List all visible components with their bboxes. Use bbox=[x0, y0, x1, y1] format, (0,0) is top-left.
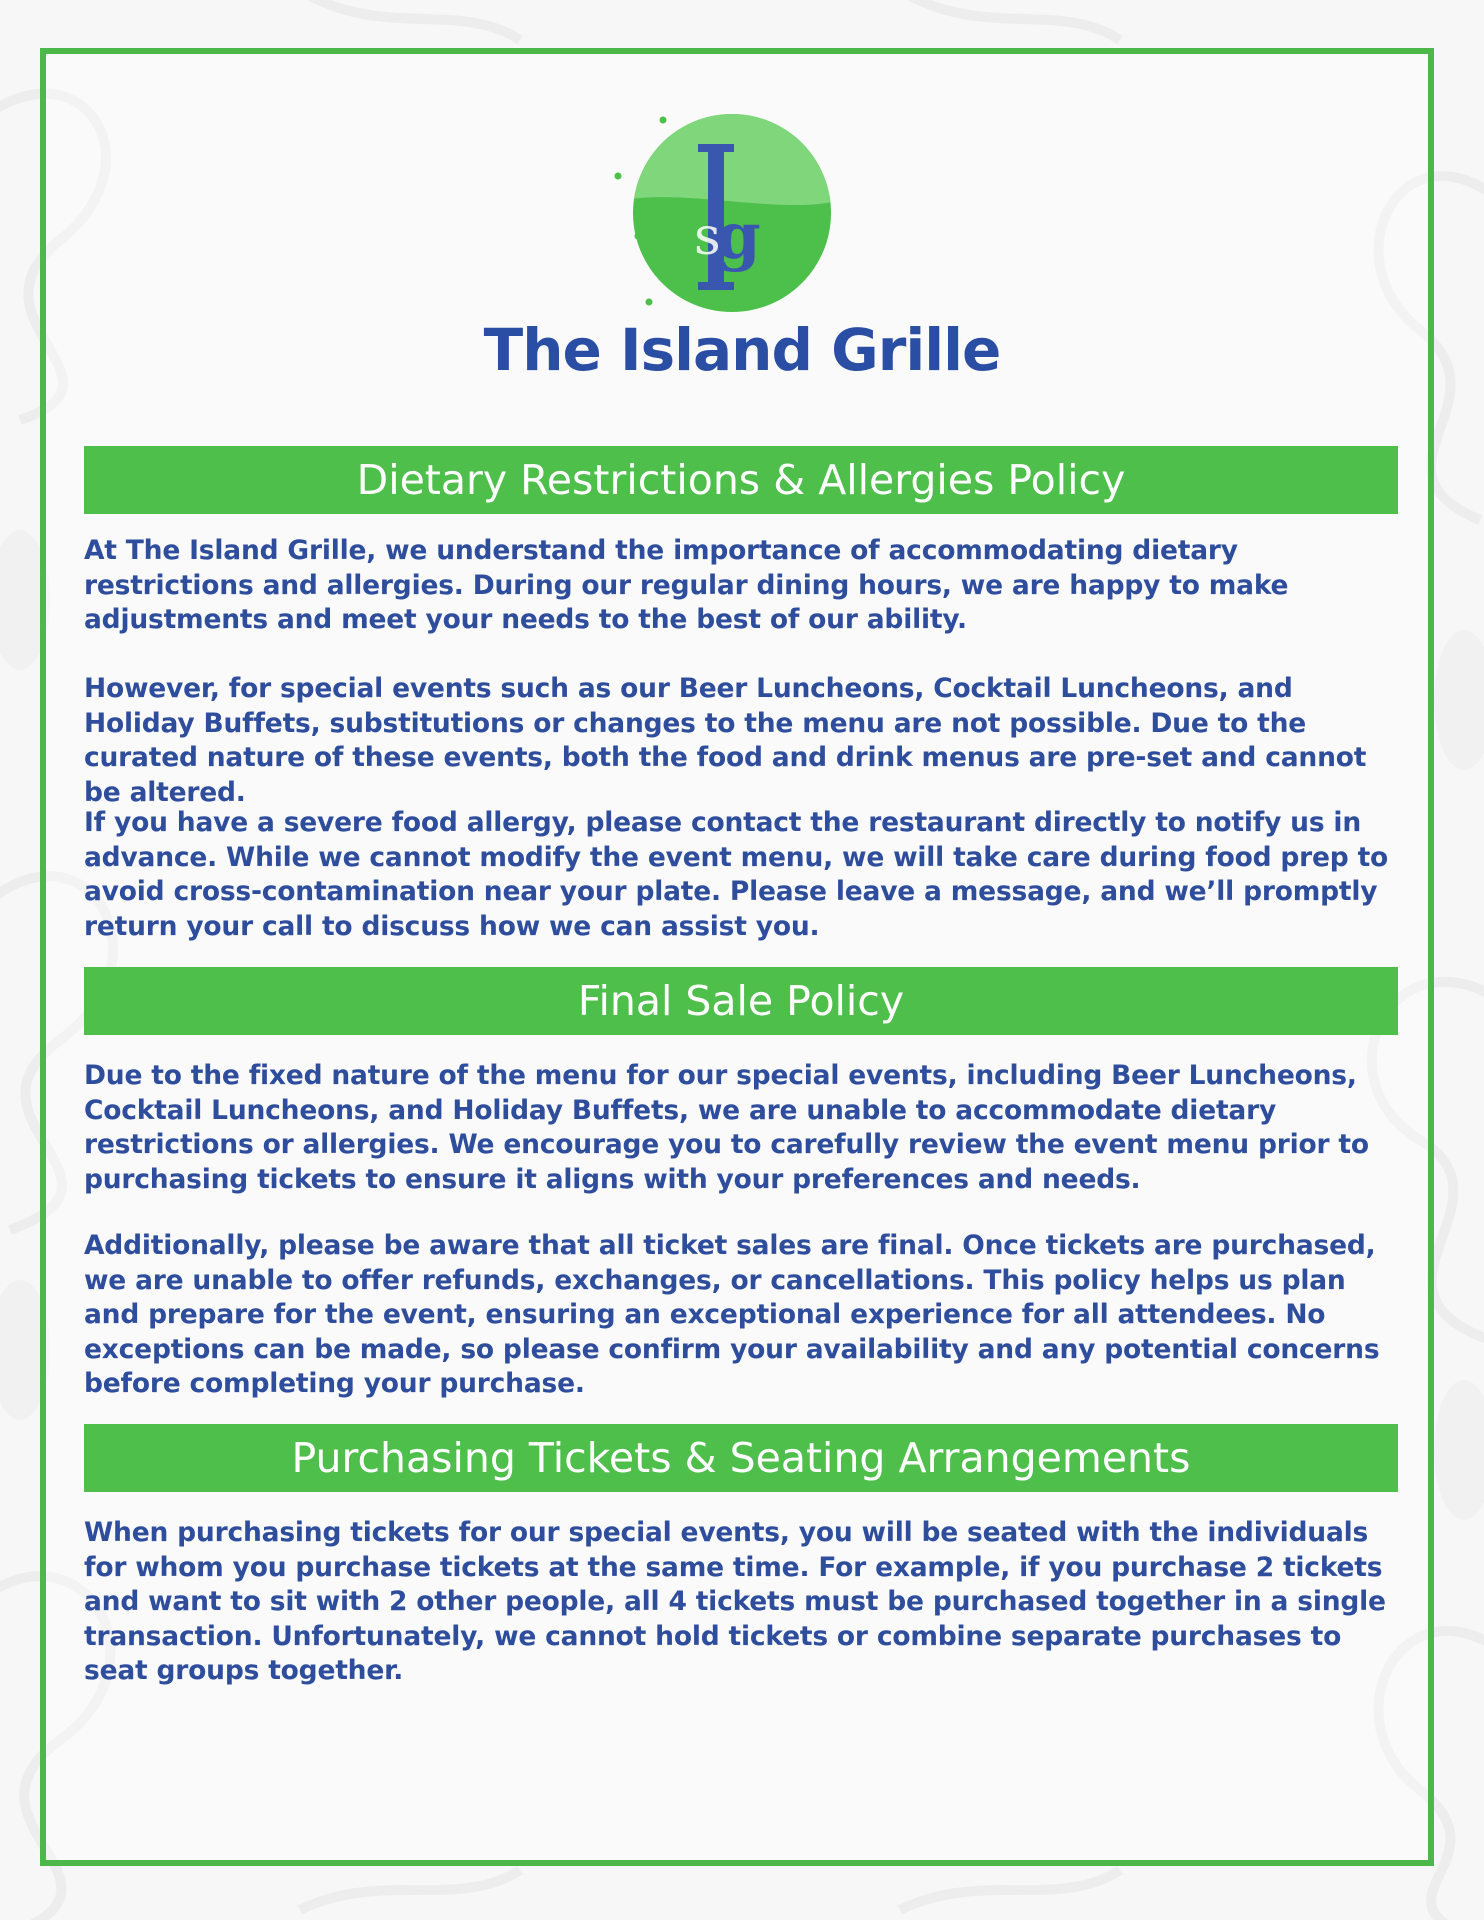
section-heading-tickets-seating: Purchasing Tickets & Seating Arrangements bbox=[84, 1424, 1398, 1492]
island-grille-logo bbox=[596, 108, 836, 318]
section-heading-final-sale: Final Sale Policy bbox=[84, 967, 1398, 1035]
paragraph-dietary-1: At The Island Grille, we understand the importance of accommodating dietary restrictions and allergies. During our regular dining hours, we are happy to make adjustments and meet your needs to the best of our ability. bbox=[84, 535, 1289, 635]
restaurant-name-title: The Island Grille bbox=[483, 316, 1001, 384]
paragraph-tickets-seating-1: When purchasing tickets for our special events, you will be seated with the individuals for whom you purchase tickets at the same time. For example, if you purchase 2 tickets and want to sit with 2 other people, all 4 tickets must be purchased together in a single transaction. Unfortunately, we cannot hold tickets or combine separate purchases to seat groups together. bbox=[84, 1517, 1386, 1686]
svg-text:g: g bbox=[716, 199, 761, 274]
svg-text:s: s bbox=[694, 207, 721, 267]
section-heading-dietary: Dietary Restrictions & Allergies Policy bbox=[84, 446, 1398, 514]
paragraph-final-sale-1: Due to the fixed nature of the menu for our special events, including Beer Luncheons, Cocktail Luncheons, and Holiday Buffets, we are unable to accommodate dietary restrictions or allergies. We encourage you to carefully review the event menu prior to purchasing tickets to ensure it aligns with your preferences and needs. bbox=[84, 1060, 1369, 1195]
paragraph-dietary-2: However, for special events such as our Beer Luncheons, Cocktail Luncheons, and Holiday Buffets, substitutions or changes to the menu are not possible. Due to the curated nature of these events, both the food and drink menus are pre-set and cannot be altered. bbox=[84, 673, 1367, 808]
paragraph-dietary-3: If you have a severe food allergy, please contact the restaurant directly to notify us in advance. While we cannot modify the event menu, we will take care during food prep to avoid cross-contamination near your plate. Please leave a message, and we’ll promptly return your call to discuss how we can assist you. bbox=[84, 807, 1389, 942]
paragraph-final-sale-2: Additionally, please be aware that all ticket sales are final. Once tickets are purchased, we are unable to offer refunds, exchanges, or cancellations. This policy helps us plan and prepare for the event, ensuring an exceptional experience for all attendees. No exceptions can be made, so please confirm your availability and any potential concerns before completing your purchase. bbox=[84, 1230, 1380, 1399]
